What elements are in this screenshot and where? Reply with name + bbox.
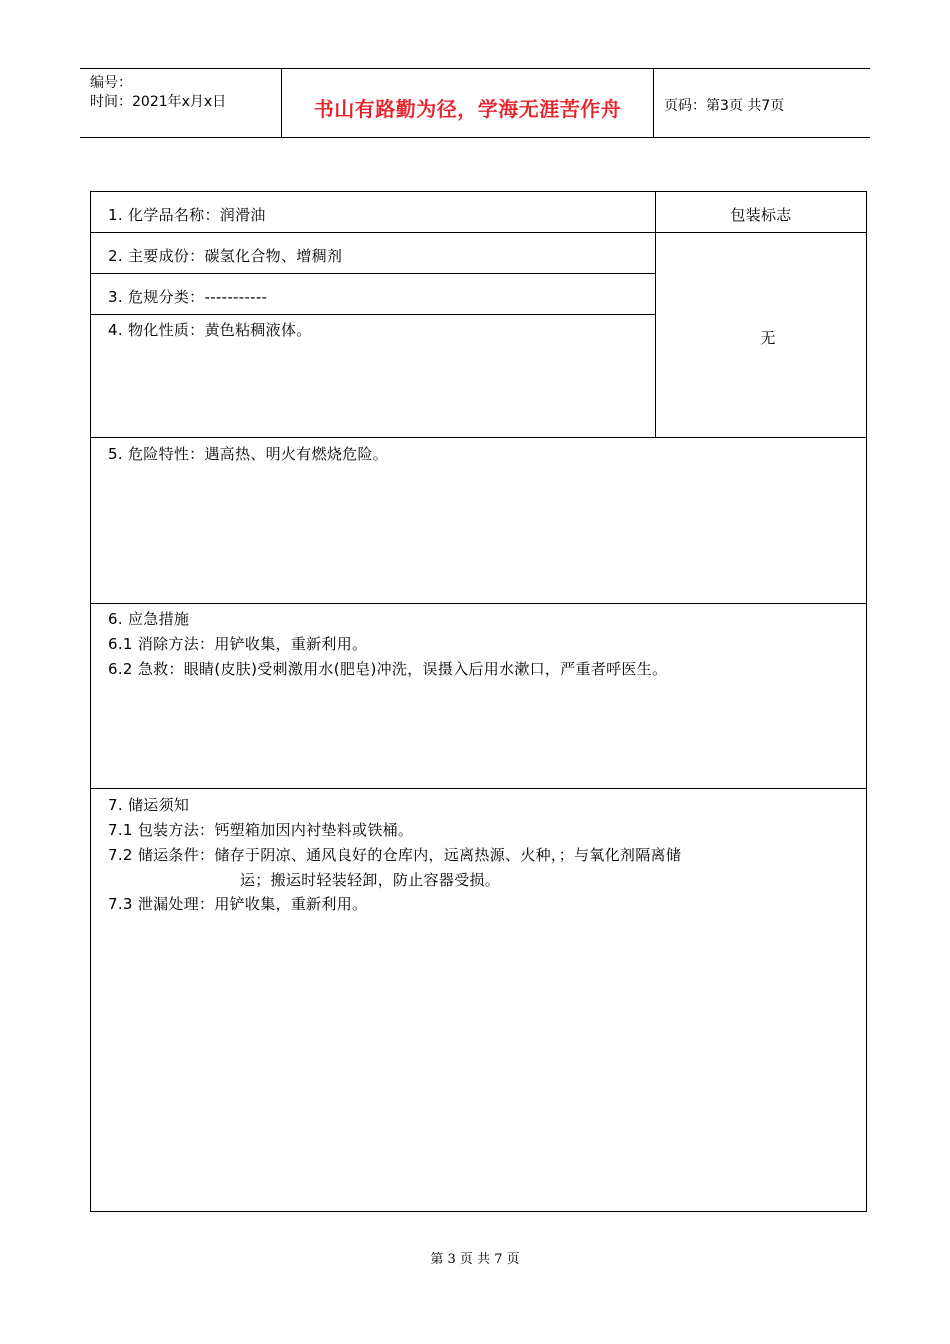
chemical-name: 1. 化学品名称：润滑油: [108, 206, 266, 224]
header-page-number: 页码：第3页 共7页: [664, 98, 785, 114]
storage-conditions: 7.2 储运条件：储存于阴凉、通风良好的仓库内，远离热源、火种，；与氧化剂隔离储: [108, 846, 682, 864]
header-meta-cell: [80, 69, 282, 137]
emergency-first-aid: 6.2 急救：眼睛(皮肤)受刺激用水(肥皂)冲洗，误摄入后用水漱口，严重者呼医生。: [108, 660, 668, 678]
header-motto: 书山有路勤为径，学海无涯苦作舟: [313, 97, 622, 121]
hazard-characteristics: 5. 危险特性：遇高热、明火有燃烧危险。: [108, 445, 389, 463]
storage-conditions-cont: 运；搬运时轻装轻卸，防止容器受损。: [240, 871, 501, 889]
emergency-title: 6. 应急措施: [108, 610, 190, 628]
storage-title: 7. 储运须知: [108, 796, 190, 814]
document-time-label: 时间：2021年x月x日: [90, 94, 227, 110]
storage-leak-handling: 7.3 泄漏处理：用铲收集，重新利用。: [108, 895, 368, 913]
storage-packaging: 7.1 包装方法：钙塑箱加因内衬垫料或铁桶。: [108, 821, 414, 839]
section-emergency: [90, 603, 867, 789]
pack-header-label: 包装标志: [730, 206, 792, 224]
header-motto-cell: [282, 69, 654, 137]
composition: 2. 主要成份：碳氢化合物、增稠剂: [108, 247, 343, 265]
page-footer: 第 3 页 共 7 页: [430, 1252, 520, 1267]
header-page-cell: [654, 69, 870, 137]
physical-properties: 4. 物化性质：黄色粘稠液体。: [108, 321, 312, 339]
emergency-disposal: 6.1 消除方法：用铲收集，重新利用。: [108, 635, 368, 653]
hazard-class: 3. 危规分类：-----------: [108, 288, 268, 306]
document-number-label: 编号：: [90, 75, 132, 91]
pack-value: 无: [760, 329, 776, 347]
page-header: [80, 68, 870, 138]
